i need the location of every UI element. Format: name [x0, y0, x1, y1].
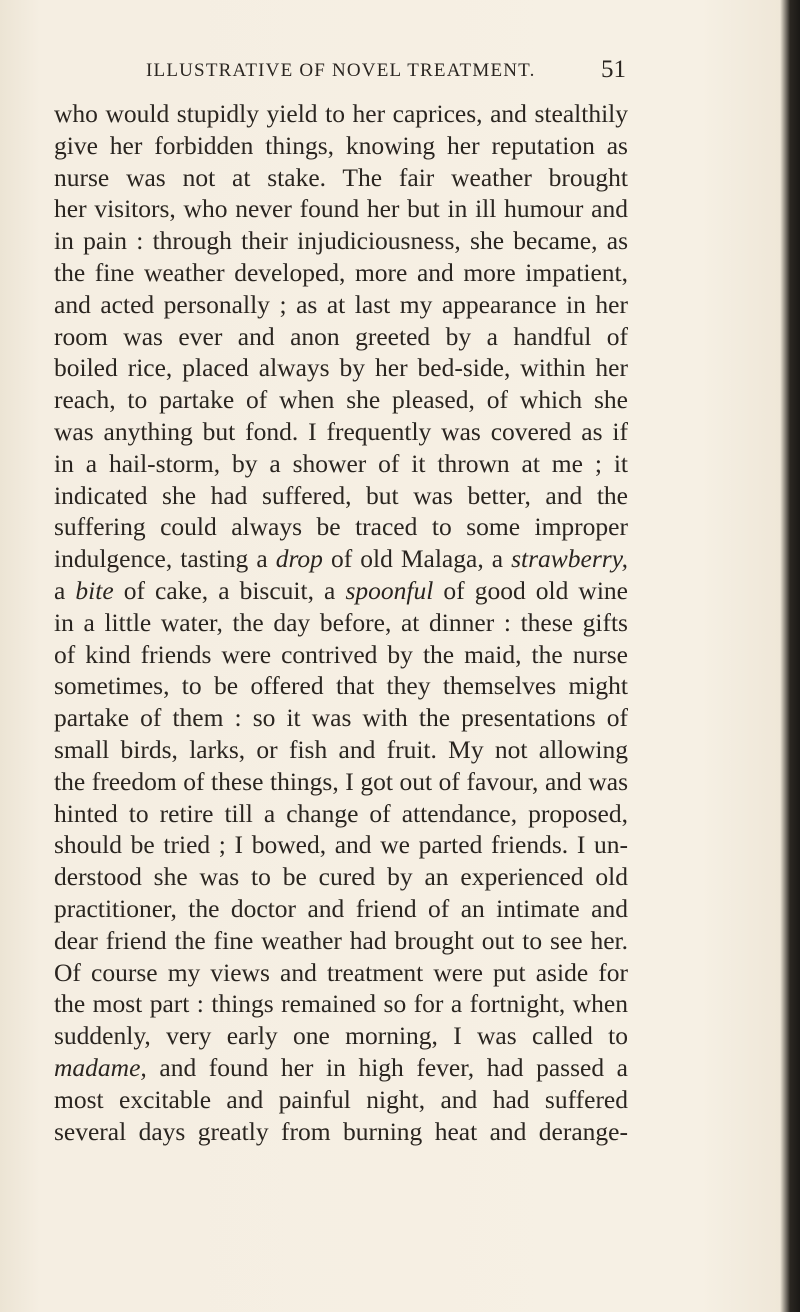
- text-line: [54, 575, 628, 607]
- text-line: [54, 543, 628, 575]
- text-run: the fine weather developed, more and more impatient,: [54, 257, 628, 287]
- text-line: [54, 98, 628, 130]
- text-run: in a hail-storm, by a shower of it thrown at me ; it: [54, 448, 628, 478]
- text-line: [54, 1020, 628, 1052]
- text-line: [54, 130, 628, 162]
- text-line: [54, 511, 628, 543]
- text-run: indicated she had suffered, but was better, and the: [54, 480, 628, 510]
- text-run: sometimes, to be offered that they themselves might: [54, 671, 628, 701]
- text-run: derstood she was to be cured by an experienced old: [54, 862, 628, 892]
- body-text: [54, 98, 628, 1147]
- italic-run: madame,: [54, 1052, 147, 1082]
- text-run: nurse was not at stake. The fair weather brought: [54, 162, 628, 192]
- text-line: [54, 607, 628, 639]
- text-run: reach, to partake of when she pleased, of which she: [54, 385, 628, 415]
- text-run: and acted personally ; as at last my appearance in her: [54, 289, 628, 319]
- text-run: Of course my views and treatment were put aside for: [54, 957, 628, 987]
- text-line: [54, 766, 628, 798]
- running-head: ILLUSTRATIVE OF NOVEL TREATMENT.: [146, 60, 536, 81]
- text-line: [54, 448, 628, 480]
- text-line: [54, 861, 628, 893]
- text-line: [54, 1084, 628, 1116]
- text-run: boiled rice, placed always by her bed-side, within her: [54, 353, 628, 383]
- text-line: [54, 352, 628, 384]
- text-line: [54, 480, 628, 512]
- text-run: of cake, a biscuit, a: [113, 575, 346, 605]
- page-header: [146, 56, 626, 90]
- text-run: of old Malaga, a: [322, 544, 512, 574]
- text-run: of kind friends were contrived by the maid, the nurse: [54, 639, 628, 669]
- text-run: of good old wine: [433, 575, 628, 605]
- text-run: hinted to retire till a change of attendance, proposed,: [54, 798, 628, 828]
- text-run: was anything but fond. I frequently was covered as if: [54, 416, 628, 446]
- text-run: in pain : through their injudiciousness, she became, as: [54, 226, 628, 256]
- italic-run: spoonful: [345, 575, 434, 605]
- text-line: [54, 829, 628, 861]
- text-run: several days greatly from burning heat and derange-: [54, 1116, 628, 1146]
- text-run: and found her in high fever, had passed a: [146, 1052, 628, 1082]
- text-line: [54, 988, 628, 1020]
- text-run: give her forbidden things, knowing her reputation as: [54, 130, 628, 160]
- text-line: [54, 957, 628, 989]
- text-line: [54, 639, 628, 671]
- text-line: [54, 416, 628, 448]
- text-run: most excitable and painful night, and had suffered: [54, 1084, 628, 1114]
- text-run: partake of them : so it was with the presentations of: [54, 703, 628, 733]
- text-run: the freedom of these things, I got out of favour, and was: [54, 766, 628, 796]
- text-run: in a little water, the day before, at dinner : these gifts: [54, 607, 628, 637]
- text-line: [54, 257, 628, 289]
- text-run: small birds, larks, or fish and fruit. My not allowing: [54, 734, 628, 764]
- text-line: [54, 384, 628, 416]
- text-line: [54, 162, 628, 194]
- text-line: [54, 702, 628, 734]
- text-line: [54, 1052, 628, 1084]
- text-run: a: [54, 575, 76, 605]
- italic-run: strawberry,: [511, 544, 628, 574]
- text-run: practitioner, the doctor and friend of an intimate and: [54, 893, 628, 923]
- text-line: [54, 925, 628, 957]
- text-run: the most part : things remained so for a fortnight, when: [54, 989, 628, 1019]
- text-line: [54, 798, 628, 830]
- text-run: who would stupidly yield to her caprices, and stealthily: [54, 99, 628, 128]
- text-line: [54, 1116, 628, 1148]
- text-line: [54, 670, 628, 702]
- italic-run: bite: [75, 575, 114, 605]
- italic-run: drop: [275, 544, 323, 574]
- page-number: 51: [601, 56, 626, 83]
- text-line: [54, 289, 628, 321]
- text-run: indulgence, tasting a: [54, 544, 276, 574]
- text-line: [54, 321, 628, 353]
- text-line: [54, 734, 628, 766]
- text-run: room was ever and anon greeted by a handful of: [54, 321, 628, 351]
- text-run: her visitors, who never found her but in ill humour and: [54, 194, 628, 224]
- text-run: suddenly, very early one morning, I was called to: [54, 1021, 628, 1051]
- text-run: dear friend the fine weather had brought out to see her.: [54, 925, 628, 955]
- text-line: [54, 893, 628, 925]
- text-run: suffering could always be traced to some improper: [54, 512, 628, 542]
- text-run: should be tried ; I bowed, and we parted friends. I un-: [54, 830, 628, 860]
- text-line: [54, 193, 628, 225]
- text-line: [54, 225, 628, 257]
